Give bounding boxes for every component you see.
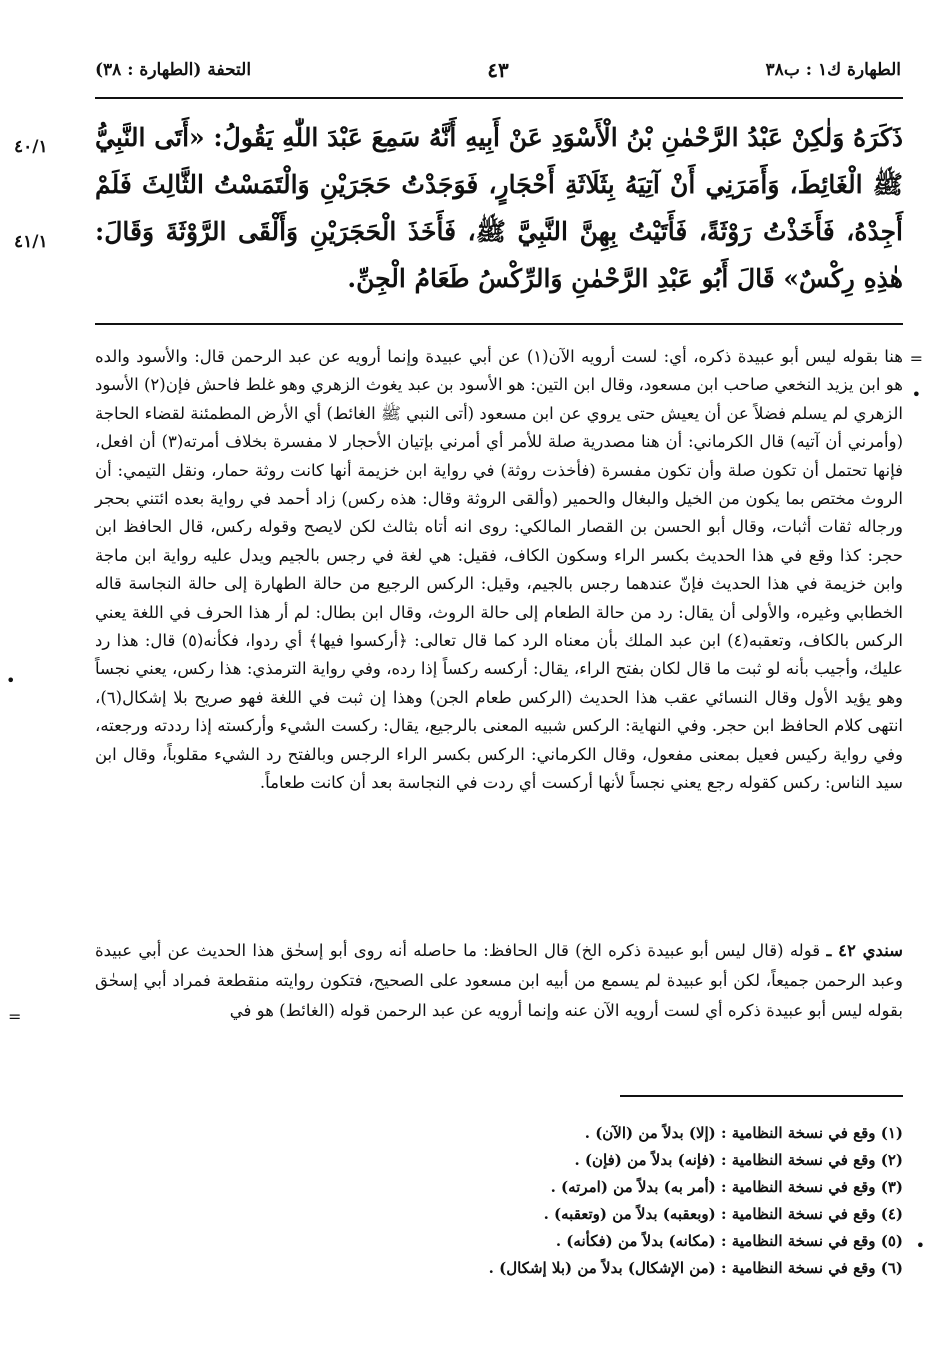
footnote: (١) وقع في نسخة النظامية : (إلا) بدلاً من (الآن) . <box>584 1124 903 1142</box>
text-divider <box>95 323 903 325</box>
margin-dot-icon: • <box>6 671 16 690</box>
header-divider <box>95 97 903 99</box>
header-chapter: الطهارة ك١ : ب٣٨ <box>765 60 901 80</box>
continuation-mark-icon: = <box>909 349 923 368</box>
page-header <box>95 56 901 92</box>
footnote-divider <box>620 1095 903 1097</box>
header-reference: التحفة (الطهارة : ٣٨) <box>95 60 252 80</box>
footnote: (٣) وقع في نسخة النظامية : (أمر به) بدلاً من (امرته) . <box>550 1178 903 1196</box>
sindi-text: قوله (قال ليس أبو عبيدة ذكره الخ) قال الحافظ: ما حاصله أنه روى أبو إسحٰق هذا الحديث عن أبي عبيدة وعبد الرحمن جميعاً، لكن أبو عبيدة لم يسمع من أبيه ابن مسعود على الصحيح، فتكون روايته منقطعة فمراد أبي إسحٰق بقوله ليس أبو عبيدة ذكره أي لست أرويه الآن عنه وإنما أرويه عن عبد الرحمن قوله (الغائط) هو في <box>95 941 903 1020</box>
hadith-number-40: ٤٠/١ <box>14 137 48 157</box>
page-number: ٤٣ <box>487 58 509 82</box>
footnotes-list <box>400 1120 903 1282</box>
hadith-text: ذَكَرَهُ وَلٰكِنْ عَبْدُ الرَّحْمٰنِ بْنُ الْأَسْوَدِ عَنْ أَبِيهِ أَنَّهُ سَمِعَ عَبْدَ اللّٰهِ يَقُولُ: «أَتَى النَّبِيُّ ﷺ الْغَائِطَ، وَأَمَرَنِي أَنْ آتِيَهُ بِثَلَاثَةِ أَحْجَارٍ، فَوَجَدْتُ حَجَرَيْنِ وَالْتَمَسْتُ الثَّالِثَ فَلَمْ أَجِدْهُ، فَأَخَذْتُ رَوْثَةً، فَأَتَيْتُ بِهِنَّ النَّبِيَّ ﷺ، فَأَخَذَ الْحَجَرَيْنِ وَأَلْقَى الرَّوْثَةَ وَقَالَ: هٰذِهِ رِكْسٌ» قَالَ أَبُو عَبْدِ الرَّحْمٰنِ وَالرِّكْسُ طَعَامُ الْجِنِّ. <box>95 123 903 293</box>
commentary-text: هنا بقوله ليس أبو عبيدة ذكره، أي: لست أرويه الآن(١) عن أبي عبيدة وإنما أرويه عن عبد الرحمن قال: والأسود والده هو ابن يزيد النخعي صاحب ابن مسعود، وقال ابن التين: هو الأسود بن عبد يغوث الزهري وهو غلط فاحش فإن(٢) الأسود الزهري لم يسلم فضلاً عن أن يعيش حتى يروي عن ابن مسعود (أتى النبي ﷺ الغائط) أي الأرض المطمئنة لقضاء الحاجة (وأمرني أن آتيه) قال الكرماني: أن هنا مصدرية صلة للأمر أي أمرني بإتيان الأحجار لا مفسرة بخلاف أمرته(٣) أن افعل، فإنها تحتمل أن تكون صلة وأن تكون مفسرة (فأخذت روثة) في رواية ابن خزيمة أنها كانت روثة حمار، ونقل التيمي: أن الروث مختص بما يكون من الخيل والبغال والحمير (وألقى الروثة وقال: هذه ركس) زاد أحمد في رواية بعده ائتني بحجر ورجاله ثقات أثبات، وقال أبو الحسن بن القصار المالكي: روى انه أتاه بثالث لكن لايصح وقوله ركس، قال الحافظ ابن حجر: كذا وقع في هذا الحديث بكسر الراء وسكون الكاف، فقيل: هي لغة في رجس بالجيم ويدل عليه رواية ابن ماجة وابن خزيمة في هذا الحديث فإنّ عندهما رجس بالجيم، وقيل: الركس الرجيع من حالة الطهارة إلى حالة النجاسة قاله الخطابي وغيره، والأولى أن يقال: رد من حالة الطعام إلى حالة الروث، وقال ابن بطال: لم أر هذا الحرف في اللغة يعني الركس بالكاف، وتعقبه(٤) ابن عبد الملك بأن معناه الرد كما قال تعالى: ﴿أركسوا فيها﴾ أي ردوا، فكأنه(٥) قال: هذا رد عليك، وأجيب بأنه لو ثبت ما قال لكان بفتح الراء، يقال: أركسه ركساً إذا رده، وفي رواية الترمذي: هذا ركس، يعني نجساً وهو يؤيد الأول وقال النسائي عقب هذا الحديث (الركس طعام الجن) وهذا إن ثبت في اللغة فهو صريح بلا إشكال(٦)، انتهى كلام الحافظ ابن حجر. وفي النهاية: الركس شبيه المعنى بالرجيع، يقال: ركست الشيء وأركسته إذا رددته ورجعته، وفي رواية ركيس فعيل بمعنى مفعول، وقال الكرماني: الركس بكسر الراء الرجس وبالفتح رد الشيء مقلوباً، وقال ابن سيد الناس: ركس كقوله رجع يعني نجساً لأنها أركست أي ردت في النجاسة بعد أن كانت طعاماً. <box>94 347 903 793</box>
footnote: (٢) وقع في نسخة النظامية : (فإنه) بدلاً من (فإن) . <box>574 1151 903 1169</box>
sindi-commentary <box>95 936 903 1026</box>
hadith-number-41: ٤١/١ <box>14 232 48 252</box>
continuation-mark-icon: = <box>8 1007 22 1026</box>
margin-dot-icon: • <box>911 385 921 404</box>
footnote: (٥) وقع في نسخة النظامية : (مكانه) بدلاً من (فكأنه) . <box>555 1232 903 1250</box>
sindi-label: سندي ٤٢ ـ <box>826 941 903 960</box>
footnote: (٤) وقع في نسخة النظامية : (وبعقبه) بدلاً من (وتعقبه) . <box>543 1205 903 1223</box>
margin-dot-icon: • <box>915 1236 925 1255</box>
footnote: (٦) وقع في نسخة النظامية : (من الإشكال) بدلاً من (بلا إشكال) . <box>488 1259 903 1277</box>
